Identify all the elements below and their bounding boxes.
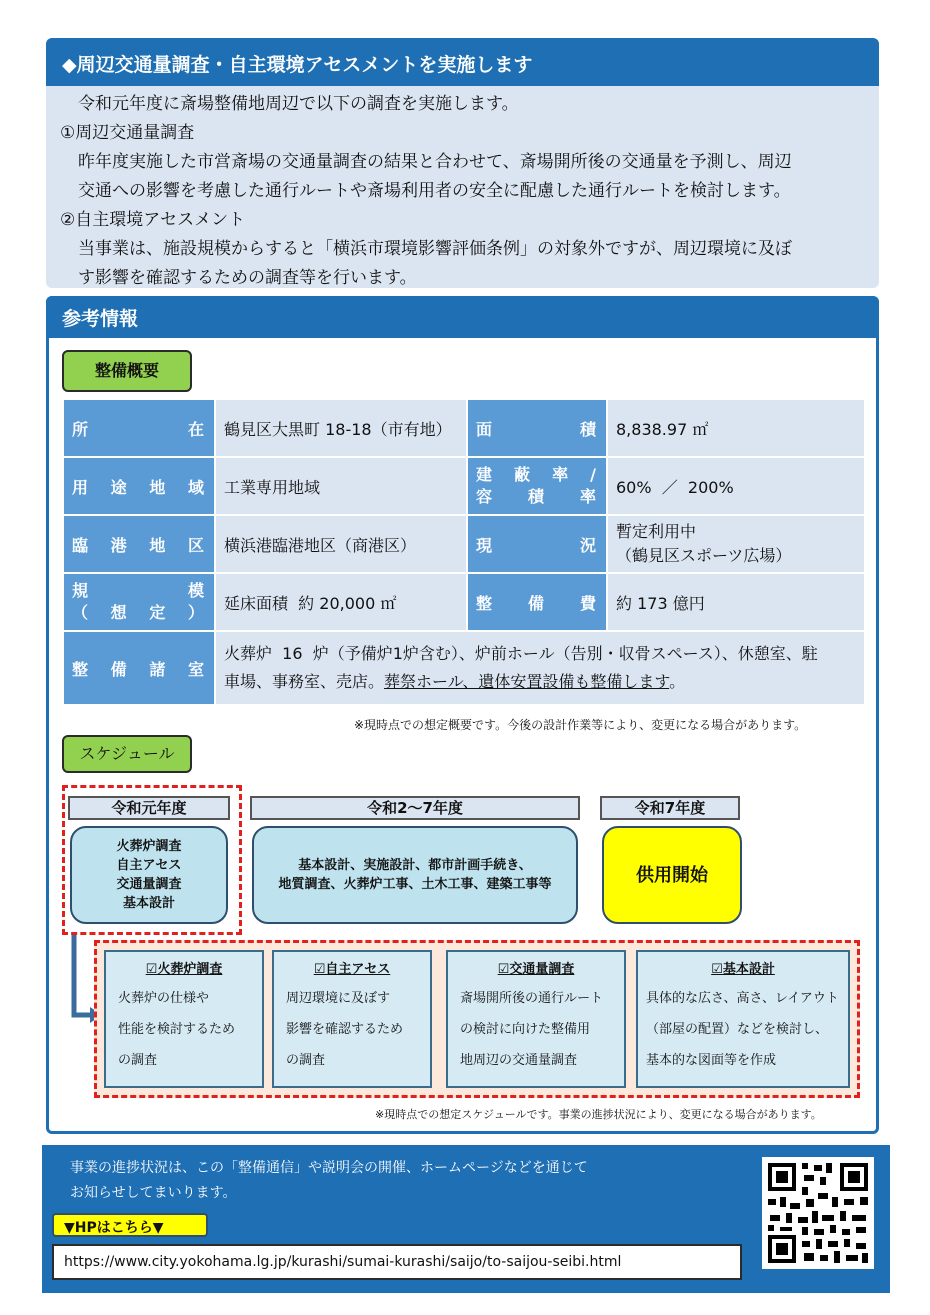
status-header: 現 況 (467, 515, 607, 573)
phase1-box: 火葬炉調査 自主アセス 交通量調査 基本設計 (70, 826, 228, 924)
qr-code[interactable] (762, 1157, 874, 1269)
zoning-header: 用 途 地 域 (63, 457, 215, 515)
table-row (63, 399, 865, 457)
survey-section-body (60, 90, 872, 293)
facilities-value: 火葬炉 16 炉（予備炉1炉含む）、炉前ホール（告別・収骨スペース）、休憩室、駐 車場、事務室、売店。葬祭ホール、遺体安置設備も整備します。 (215, 631, 865, 705)
phase3-box: 供用開始 (602, 826, 742, 924)
survey-item1-line2: 交通への影響を考慮した通行ルートや斎場利用者の安全に配慮した通行ルートを検討します。 (78, 181, 791, 201)
survey-item1-heading: ①周辺交通量調査 (60, 123, 195, 143)
scale-value: 延床面積 約 20,000 ㎡ (215, 573, 467, 631)
footer-text: 事業の進捗状況は、この「整備通信」や説明会の開催、ホームページなどを通じて お知らせしてまいります。 (70, 1160, 588, 1201)
phase2-box: 基本設計、実施設計、都市計画手続き、 地質調査、火葬炉工事、土木工事、建築工事等 (252, 826, 578, 924)
survey-item1-line1: 昨年度実施した市営斎場の交通量調査の結果と合わせて、斎場開所後の交通量を予測し、周辺 (78, 152, 792, 172)
table-row (63, 515, 865, 573)
detail-card-assessment: ☑自主アセス 周辺環境に及ぼす 影響を確認するため の調査 (272, 950, 432, 1088)
table-row (63, 631, 865, 705)
ratio-header: 建 蔽 率 / 容 積 率 (467, 457, 607, 515)
table-row (63, 457, 865, 515)
survey-item2-line1: 当事業は、施設規模からすると「横浜市環境影響評価条例」の対象外ですが、周辺環境に及ぼ (78, 239, 792, 259)
phase1-label: 令和元年度 (68, 796, 230, 820)
scale-header: 規 模 （ 想 定 ） (63, 573, 215, 631)
cost-value: 約 173 億円 (607, 573, 865, 631)
port-value: 横浜港臨港地区（商港区） (215, 515, 467, 573)
table-row (63, 573, 865, 631)
detail-card-cremation: ☑火葬炉調査 火葬炉の仕様や 性能を検討するため の調査 (104, 950, 264, 1088)
schedule-note: ※現時点での想定スケジュールです。事業の進捗状況により、変更になる場合があります。 (375, 1108, 822, 1121)
port-header: 臨 港 地 区 (63, 515, 215, 573)
survey-section-title: ◆周辺交通量調査・自主環境アセスメントを実施します (46, 38, 879, 86)
ratio-value: 60% ／ 200% (607, 457, 865, 515)
survey-item2-line2: す影響を確認するための調査等を行います。 (78, 268, 417, 288)
overview-table (62, 398, 866, 706)
zoning-value: 工業専用地域 (215, 457, 467, 515)
phase3-label: 令和7年度 (600, 796, 740, 820)
overview-note: ※現時点での想定概要です。今後の設計作業等により、変更になる場合があります。 (354, 718, 807, 732)
survey-item2-heading: ②自主環境アセスメント (60, 210, 246, 230)
location-value: 鶴見区大黒町 18-18（市有地） (215, 399, 467, 457)
detail-card-design: ☑基本設計 具体的な広さ、高さ、レイアウト （部屋の配置）などを検討し、 基本的な図面等を作成 (636, 950, 850, 1088)
homepage-link[interactable]: https://www.city.yokohama.lg.jp/kurashi/sumai-kurashi/saijo/to-saijou-seibi.html (52, 1244, 742, 1280)
schedule-label: スケジュール (62, 735, 192, 773)
reference-section-title: 参考情報 (46, 296, 879, 338)
qr-code-icon (762, 1157, 874, 1269)
hp-label: ▼HPはこちら▼ (52, 1213, 208, 1237)
phase2-label: 令和2～7年度 (250, 796, 580, 820)
funeral-hall-note: 葬祭ホール、遺体安置設備も整備します (384, 672, 670, 691)
overview-label: 整備概要 (62, 350, 192, 392)
area-header: 面 積 (467, 399, 607, 457)
detail-card-traffic: ☑交通量調査 斎場開所後の通行ルート の検討に向けた整備用 地周辺の交通量調査 (446, 950, 626, 1088)
survey-intro: 令和元年度に斎場整備地周辺で以下の調査を実施します。 (78, 94, 519, 114)
area-value: 8,838.97 ㎡ (607, 399, 865, 457)
cost-header: 整 備 費 (467, 573, 607, 631)
facilities-header: 整 備 諸 室 (63, 631, 215, 705)
status-value: 暫定利用中 （鶴見区スポーツ広場） (607, 515, 865, 573)
location-header: 所 在 (63, 399, 215, 457)
